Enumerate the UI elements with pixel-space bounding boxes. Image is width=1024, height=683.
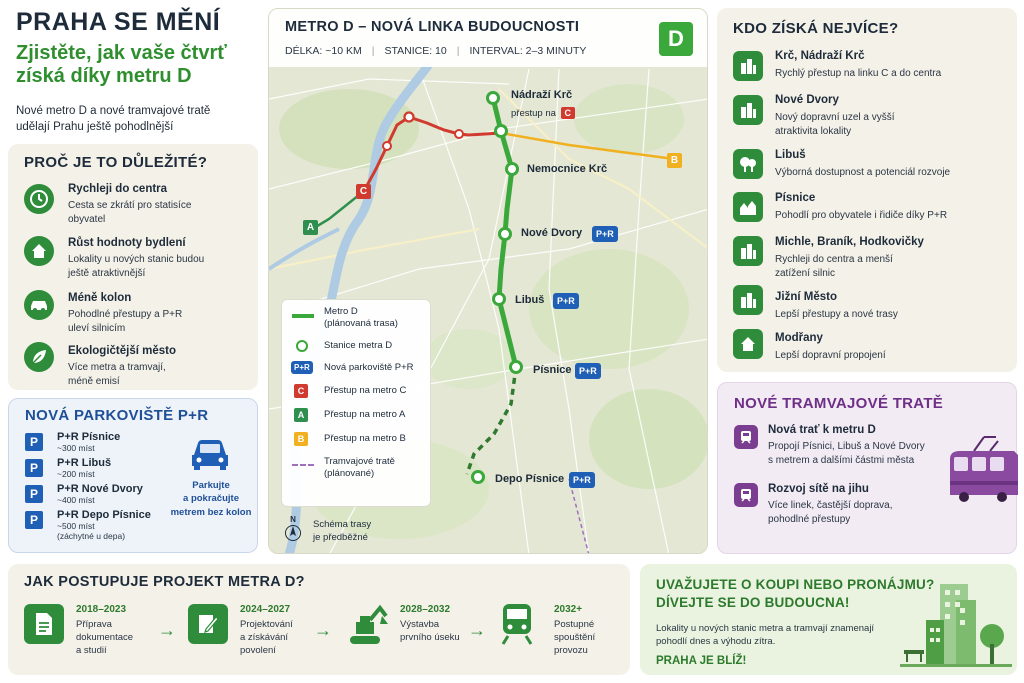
document-icon: [24, 604, 64, 644]
timeline-desc: Výstavba prvního úseku: [400, 619, 460, 643]
line-a-badge: A: [303, 220, 318, 235]
page-subtitle: Zjistěte, jak vaše čtvrť získá díky metru D: [16, 42, 227, 87]
house-icon: [24, 236, 54, 266]
who-item-desc: Výborná dostupnost a potenciál rozvoje: [775, 167, 951, 178]
who-item-title: Michle, Braník, Hodkovičky: [775, 236, 924, 248]
leaf-icon: [24, 342, 54, 372]
who-item-desc: Rychleji do centra a menší zatížení silnic: [775, 254, 893, 279]
timeline-year: 2028–2032: [400, 604, 451, 615]
tram-item-title: Rozvoj sítě na jihu: [768, 483, 869, 495]
timeline-desc: Příprava dokumentace a studií: [76, 619, 134, 656]
legend-transfer-a: Přestup na metro A: [324, 409, 406, 420]
map-note: Schéma trasy je předběžné: [313, 519, 372, 543]
legend-c-swatch: C: [294, 384, 308, 398]
buildings-illustration-icon: [900, 578, 1012, 670]
why-item-title: Růst hodnoty bydlení: [68, 237, 186, 249]
who-item-desc: Rychlý přestup na linku C a do centra: [775, 68, 942, 79]
who-item-desc: Lepší přestupy a nové trasy: [775, 309, 898, 320]
pr-badge: P+R: [592, 226, 618, 242]
excavator-icon: [342, 602, 388, 651]
parking-p-icon: P: [25, 511, 43, 529]
legend-tram: Tramvajové tratě (plánované): [324, 456, 395, 480]
map-panel: [268, 8, 708, 554]
who-item-desc: Pohodlí pro obyvatele i řidiče díky P+R: [775, 210, 948, 221]
map-stations: STANICE: 10: [384, 45, 447, 57]
divider: |: [371, 45, 375, 57]
city-icon: [733, 51, 763, 81]
station-marker: [492, 292, 506, 306]
why-panel: [8, 144, 258, 390]
who-item-desc: Lepší dopravní propojení: [775, 350, 886, 361]
who-item-title: Krč, Nádraží Krč: [775, 50, 865, 62]
legend-tram-swatch: [292, 464, 314, 466]
city-icon: [733, 236, 763, 266]
clock-icon: [24, 184, 54, 214]
parking-p-icon: P: [25, 433, 43, 451]
house-icon: [733, 329, 763, 359]
pr-badge: P+R: [569, 472, 595, 488]
station-label-nemocnice-krc: Nemocnice Krč: [527, 163, 608, 175]
legend-station-swatch: [296, 340, 308, 352]
legend-metro-d: Metro D (plánovaná trasa): [324, 306, 398, 330]
map-stats: [285, 45, 586, 57]
why-item-desc: Lokality u nových stanic budou ještě atraktivnější: [68, 254, 205, 279]
timeline-year: 2024–2027: [240, 604, 291, 615]
pen-icon: [188, 604, 228, 644]
parking-item: P+R Depo Písnice ~500 míst (záchytné u depa): [57, 509, 151, 541]
car-icon: [24, 290, 54, 320]
parking-panel: [8, 398, 258, 553]
arrow-right-icon: →: [158, 620, 176, 640]
tram-panel: [717, 382, 1017, 554]
timeline-year: 2032+: [554, 604, 583, 615]
why-item-title: Méně kolon: [68, 292, 132, 304]
station-marker: [498, 227, 512, 241]
parking-item: P+R Písnice ~300 míst: [57, 431, 121, 453]
legend-pr: Nová parkoviště P+R: [324, 362, 414, 373]
cta-panel: [640, 564, 1017, 675]
pr-badge: P+R: [553, 293, 579, 309]
who-item-title: Libuš: [775, 149, 806, 161]
cta-headline: UVAŽUJETE O KOUPI NEBO PRONÁJMU? DÍVEJTE SE DO BUDOUCNA!: [656, 577, 935, 611]
tram-item-title: Nová trať k metru D: [768, 424, 876, 436]
pr-badge: P+R: [575, 363, 601, 379]
timeline-panel: [8, 564, 630, 675]
timeline-desc: Projektování a získávání povolení: [240, 619, 293, 656]
legend-a-swatch: A: [294, 408, 308, 422]
tram-title: NOVÉ TRAMVAJOVÉ TRATĚ: [734, 395, 944, 412]
line-b-badge: B: [667, 153, 682, 168]
divider: |: [456, 45, 460, 57]
cta-slogan: PRAHA JE BLÍŽ!: [656, 655, 747, 667]
who-item-title: Písnice: [775, 192, 816, 204]
parking-item: P+R Nové Dvory ~400 míst: [57, 483, 143, 505]
timeline-title: JAK POSTUPUJE PROJEKT METRA D?: [24, 574, 305, 590]
who-item-title: Nové Dvory: [775, 94, 839, 106]
why-title: PROČ JE TO DŮLEŽITÉ?: [24, 154, 208, 171]
why-item-title: Ekologičtější město: [68, 345, 177, 357]
intro-text: Nové metro D a nové tramvajové tratě udělají Prahu ještě pohodlnější: [16, 105, 211, 134]
arrow-right-icon: →: [314, 620, 332, 640]
arrow-right-icon: →: [468, 620, 486, 640]
map-title: METRO D – NOVÁ LINKA BUDOUCNOSTI: [285, 19, 580, 35]
tram-icon: [734, 425, 758, 449]
legend-b-swatch: B: [294, 432, 308, 446]
tram-item-desc: Více linek, častější doprava, pohodlné přestupy: [768, 500, 893, 525]
who-title: KDO ZÍSKÁ NEJVÍCE?: [733, 20, 899, 37]
tram-illustration-icon: [944, 433, 1018, 509]
legend-transfer-b: Přestup na metro B: [324, 433, 406, 444]
metro-d-badge: D: [659, 22, 693, 56]
compass-icon: N: [283, 515, 303, 547]
parking-item: P+R Libuš ~200 míst: [57, 457, 112, 479]
who-item-desc: Nový dopravní uzel a vyšší atraktivita lokality: [775, 112, 895, 137]
tree-icon: [733, 149, 763, 179]
city-icon: [733, 95, 763, 125]
map-legend: [281, 299, 431, 507]
parking-p-icon: P: [25, 485, 43, 503]
timeline-year: 2018–2023: [76, 604, 127, 615]
who-item-title: Modřany: [775, 332, 823, 344]
why-item-desc: Více metra a tramvají, méně emisí: [68, 362, 166, 387]
station-marker: [471, 470, 485, 484]
station-label-pisnice: Písnice: [533, 364, 572, 376]
legend-line-swatch: [292, 314, 314, 318]
parking-title: NOVÁ PARKOVIŠTĚ P+R: [25, 407, 209, 424]
why-item-title: Rychleji do centra: [68, 183, 168, 195]
houses-icon: [733, 192, 763, 222]
legend-pr-swatch: P+R: [291, 361, 313, 374]
train-icon: [500, 602, 534, 651]
station-marker: [494, 124, 508, 138]
who-panel: [717, 8, 1017, 372]
line-c-badge: C: [561, 107, 576, 119]
city-icon: [733, 285, 763, 315]
station-label-nadrazi-krc: Nádraží Krč: [511, 89, 573, 101]
car-icon: [189, 437, 231, 476]
legend-station: Stanice metra D: [324, 340, 393, 351]
station-marker: [509, 360, 523, 374]
line-c-badge: C: [356, 184, 371, 199]
parking-cta: Parkujte a pokračujte metrem bez kolon: [170, 480, 252, 518]
map-title-bar: [269, 9, 708, 67]
station-label-libus: Libuš: [515, 294, 545, 306]
transfer-note: přestup na C: [511, 107, 575, 119]
cta-desc: Lokality u nových stanic metra a tramvají znamenají pohodlí dnes a výhodu zítra.: [656, 623, 875, 648]
station-marker: [505, 162, 519, 176]
map-length: DÉLKA: ~10 KM: [285, 45, 362, 57]
map-interval: INTERVAL: 2–3 MINUTY: [469, 45, 587, 57]
why-item-desc: Pohodlné přestupy a P+R uleví silnicím: [68, 309, 183, 334]
parking-p-icon: P: [25, 459, 43, 477]
who-item-title: Jižní Město: [775, 291, 837, 303]
why-item-desc: Cesta se zkrátí pro statisíce obyvatel: [68, 200, 192, 225]
timeline-desc: Postupné spouštění provozu: [554, 619, 596, 656]
legend-transfer-c: Přestup na metro C: [324, 385, 407, 396]
tram-icon: [734, 483, 758, 507]
station-marker: [486, 91, 500, 105]
station-label-nove-dvory: Nové Dvory: [521, 227, 583, 239]
tram-item-desc: Propojí Písnici, Libuš a Nové Dvory s metrem a dalšími částmi města: [768, 441, 925, 466]
page-title: PRAHA SE MĚNÍ: [16, 8, 221, 36]
station-label-depo-pisnice: Depo Písnice: [495, 473, 565, 485]
